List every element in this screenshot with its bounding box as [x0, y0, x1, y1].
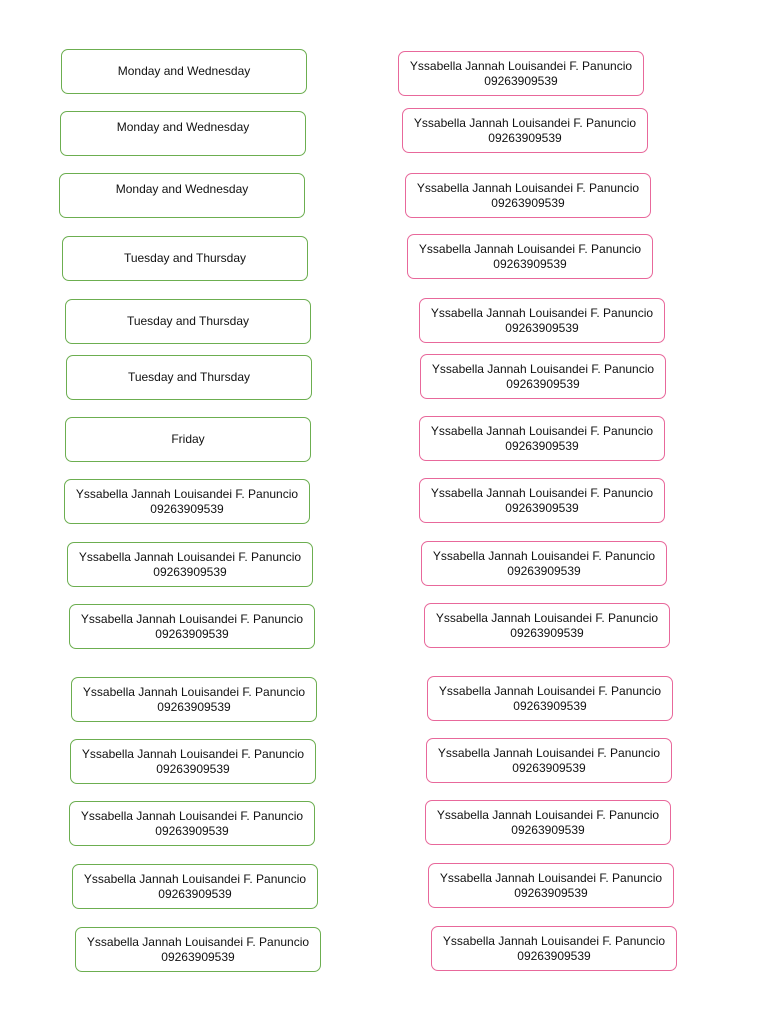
phone-text: 09263909539	[505, 320, 579, 335]
name-text: Yssabella Jannah Louisandei F. Panuncio	[438, 683, 662, 698]
name-label	[420, 354, 666, 399]
name-label	[427, 676, 673, 721]
name-label	[428, 863, 674, 908]
name-text: Yssabella Jannah Louisandei F. Panuncio	[430, 305, 654, 320]
phone-text: 09263909539	[506, 376, 580, 391]
phone-text: 09263909539	[161, 949, 235, 964]
phone-text: 09263909539	[507, 563, 581, 578]
schedule-text: Monday and Wednesday	[117, 64, 251, 78]
name-label	[67, 542, 313, 587]
phone-text: 09263909539	[517, 948, 591, 963]
name-label	[71, 677, 317, 722]
name-text: Yssabella Jannah Louisandei F. Panuncio	[430, 423, 654, 438]
name-label	[405, 173, 651, 218]
name-label	[421, 541, 667, 586]
phone-text: 09263909539	[505, 500, 579, 515]
name-text: Yssabella Jannah Louisandei F. Panuncio	[431, 361, 655, 376]
phone-text: 09263909539	[153, 564, 227, 579]
name-label	[69, 801, 315, 846]
schedule-label	[65, 417, 311, 462]
name-label	[425, 800, 671, 845]
schedule-text: Friday	[171, 432, 205, 446]
name-text: Yssabella Jannah Louisandei F. Panuncio	[80, 808, 304, 823]
name-text: Yssabella Jannah Louisandei F. Panuncio	[418, 241, 642, 256]
name-label	[64, 479, 310, 524]
name-text: Yssabella Jannah Louisandei F. Panuncio	[436, 807, 660, 822]
schedule-text: Monday and Wednesday	[116, 120, 250, 134]
schedule-label	[66, 355, 312, 400]
phone-text: 09263909539	[157, 699, 231, 714]
schedule-label	[61, 49, 307, 94]
name-label	[419, 298, 665, 343]
name-label	[424, 603, 670, 648]
phone-text: 09263909539	[156, 761, 230, 776]
name-text: Yssabella Jannah Louisandei F. Panuncio	[409, 58, 633, 73]
name-text: Yssabella Jannah Louisandei F. Panuncio	[432, 548, 656, 563]
schedule-text: Tuesday and Thursday	[126, 314, 250, 328]
schedule-label	[65, 299, 311, 344]
schedule-label	[62, 236, 308, 281]
phone-text: 09263909539	[505, 438, 579, 453]
name-text: Yssabella Jannah Louisandei F. Panuncio	[81, 746, 305, 761]
name-text: Yssabella Jannah Louisandei F. Panuncio	[442, 933, 666, 948]
name-label	[398, 51, 644, 96]
phone-text: 09263909539	[155, 823, 229, 838]
name-label	[431, 926, 677, 971]
name-label	[70, 739, 316, 784]
phone-text: 09263909539	[158, 886, 232, 901]
phone-text: 09263909539	[512, 760, 586, 775]
phone-text: 09263909539	[155, 626, 229, 641]
name-text: Yssabella Jannah Louisandei F. Panuncio	[82, 684, 306, 699]
name-text: Yssabella Jannah Louisandei F. Panuncio	[437, 745, 661, 760]
phone-text: 09263909539	[510, 625, 584, 640]
name-text: Yssabella Jannah Louisandei F. Panuncio	[435, 610, 659, 625]
phone-text: 09263909539	[514, 885, 588, 900]
name-label	[419, 478, 665, 523]
name-text: Yssabella Jannah Louisandei F. Panuncio	[439, 870, 663, 885]
name-label	[72, 864, 318, 909]
name-label	[402, 108, 648, 153]
schedule-text: Tuesday and Thursday	[123, 251, 247, 265]
name-label	[75, 927, 321, 972]
name-label	[69, 604, 315, 649]
phone-text: 09263909539	[493, 256, 567, 271]
name-text: Yssabella Jannah Louisandei F. Panuncio	[80, 611, 304, 626]
name-text: Yssabella Jannah Louisandei F. Panuncio	[413, 115, 637, 130]
phone-text: 09263909539	[513, 698, 587, 713]
name-label	[407, 234, 653, 279]
name-text: Yssabella Jannah Louisandei F. Panuncio	[83, 871, 307, 886]
name-text: Yssabella Jannah Louisandei F. Panuncio	[78, 549, 302, 564]
phone-text: 09263909539	[491, 195, 565, 210]
name-text: Yssabella Jannah Louisandei F. Panuncio	[416, 180, 640, 195]
phone-text: 09263909539	[511, 822, 585, 837]
name-label	[419, 416, 665, 461]
schedule-label	[60, 111, 306, 156]
schedule-text: Tuesday and Thursday	[127, 370, 251, 384]
name-text: Yssabella Jannah Louisandei F. Panuncio	[430, 485, 654, 500]
phone-text: 09263909539	[484, 73, 558, 88]
schedule-label	[59, 173, 305, 218]
phone-text: 09263909539	[150, 501, 224, 516]
name-label	[426, 738, 672, 783]
schedule-text: Monday and Wednesday	[115, 182, 249, 196]
phone-text: 09263909539	[488, 130, 562, 145]
name-text: Yssabella Jannah Louisandei F. Panuncio	[75, 486, 299, 501]
name-text: Yssabella Jannah Louisandei F. Panuncio	[86, 934, 310, 949]
